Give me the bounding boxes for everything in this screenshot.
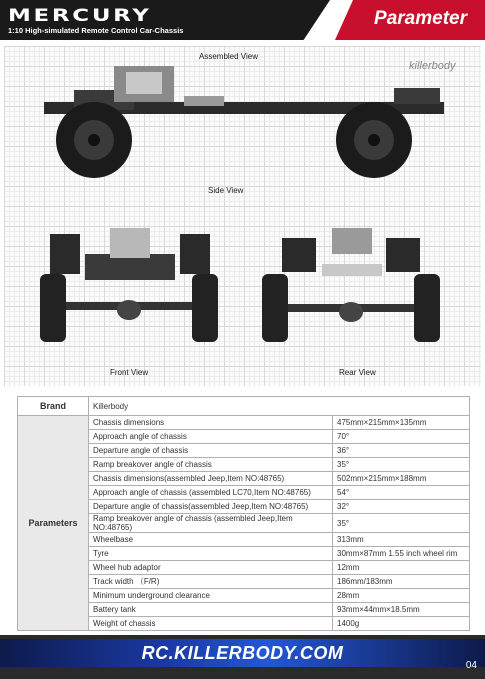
param-value: 12mm xyxy=(333,561,470,575)
param-name: Approach angle of chassis (assembled LC70,Item NO:48765) xyxy=(89,486,333,500)
side-view-chassis-image xyxy=(34,60,454,190)
param-name: Chassis dimensions(assembled Jeep,Item NO:48765) xyxy=(89,472,333,486)
param-value: 35° xyxy=(333,458,470,472)
param-value: 502mm×215mm×188mm xyxy=(333,472,470,486)
param-name: Battery tank xyxy=(89,603,333,617)
param-name: Ramp breakover angle of chassis (assembled Jeep,Item NO:48765) xyxy=(89,514,333,533)
front-view-label: Front View xyxy=(110,368,149,377)
param-name: Track width （F/R) xyxy=(89,575,333,589)
param-value: 28mm xyxy=(333,589,470,603)
param-value: 36° xyxy=(333,444,470,458)
param-value: 93mm×44mm×18.5mm xyxy=(333,603,470,617)
rear-view-label: Rear View xyxy=(339,368,376,377)
param-value: 186mm/183mm xyxy=(333,575,470,589)
param-name: Departure angle of chassis(assembled Jeep,Item NO:48765) xyxy=(89,500,333,514)
param-name: Tyre xyxy=(89,547,333,561)
param-name: Chassis dimensions xyxy=(89,416,333,430)
brand-row xyxy=(18,397,470,416)
param-value: 30mm×87mm 1.55 inch wheel rim xyxy=(333,547,470,561)
front-view-chassis-image xyxy=(40,224,230,349)
param-name: Weight of chassis xyxy=(89,617,333,631)
assembled-view-label: Assembled View xyxy=(199,52,258,61)
param-value: 70° xyxy=(333,430,470,444)
specification-table xyxy=(17,396,470,631)
param-name: Wheelbase xyxy=(89,533,333,547)
param-name: Departure angle of chassis xyxy=(89,444,333,458)
param-value: 313mm xyxy=(333,533,470,547)
param-value: 475mm×215mm×135mm xyxy=(333,416,470,430)
product-image-area xyxy=(4,46,481,386)
killerbody-watermark: killerbody xyxy=(409,60,456,72)
rear-view-chassis-image xyxy=(262,224,452,349)
param-name: Ramp breakover angle of chassis xyxy=(89,458,333,472)
page-footer xyxy=(0,635,485,679)
side-view-label: Side View xyxy=(208,186,244,195)
brand-logo: MERCURY xyxy=(8,6,152,26)
param-value: 54° xyxy=(333,486,470,500)
section-title: Parameter xyxy=(374,8,467,29)
brand-value-cell: Killerbody xyxy=(89,397,470,416)
parameters-label-cell: Parameters xyxy=(18,416,89,631)
table-row xyxy=(18,416,470,430)
page-header xyxy=(0,0,485,46)
page-number: 04 xyxy=(465,660,477,671)
brand-label-cell: Brand xyxy=(18,397,89,416)
param-name: Wheel hub adaptor xyxy=(89,561,333,575)
product-subtitle: 1:10 High-simulated Remote Control Car-Chassis xyxy=(8,26,184,35)
website-url[interactable]: RC.KILLERBODY.COM xyxy=(141,643,344,663)
param-value: 1400g xyxy=(333,617,470,631)
param-value: 35° xyxy=(333,514,470,533)
param-value: 32° xyxy=(333,500,470,514)
param-name: Approach angle of chassis xyxy=(89,430,333,444)
param-name: Minimum underground clearance xyxy=(89,589,333,603)
